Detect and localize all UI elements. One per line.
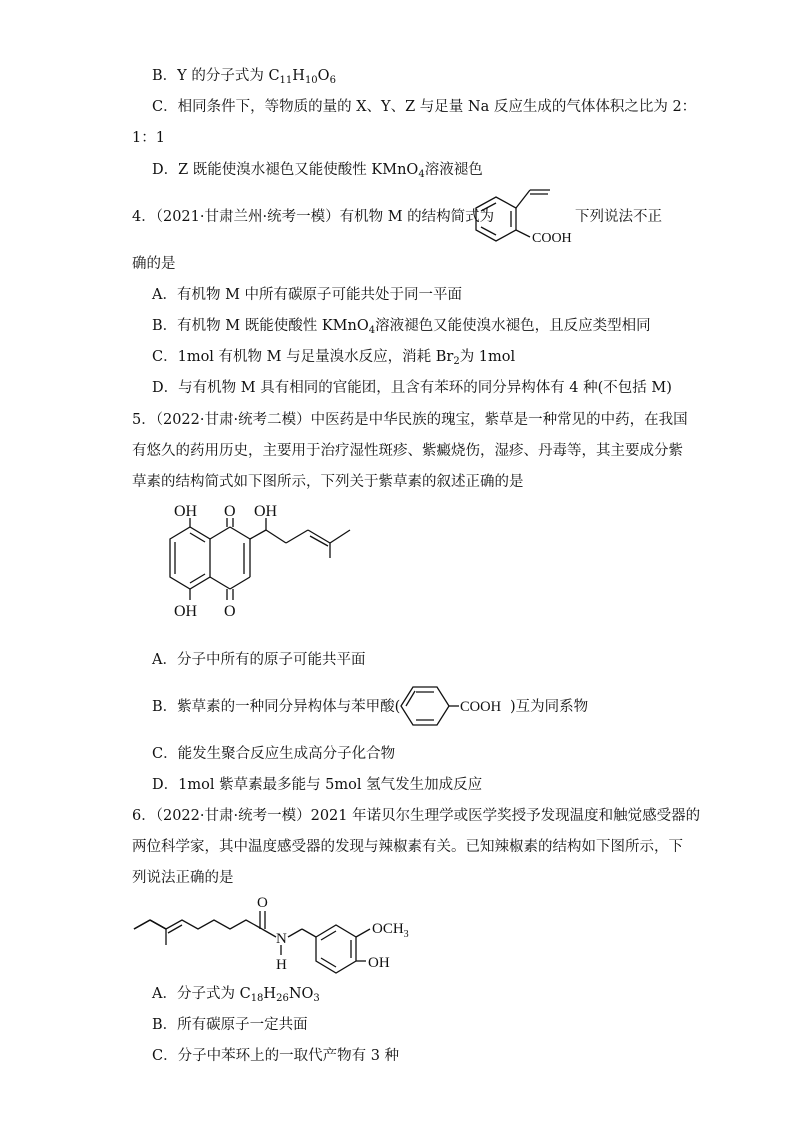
q5-option-d: D．1mol 紫草素最多能与 5mol 氢气发生加成反应 [152, 777, 483, 793]
q5-option-a: A．分子中所有的原子可能共平面 [152, 652, 366, 668]
q6-option-a: A．分子式为 $C_{18}H_{26}NO_3$ [152, 986, 320, 1004]
q6-stem-line2: 两位科学家，其中温度感受器的发现与辣椒素有关。已知辣椒素的结构如下图所示，下 [132, 839, 683, 855]
q5-stem-line3: 草素的结构简式如下图所示，下列关于紫草素的叙述正确的是 [132, 474, 524, 490]
q6-capsaicin-structure [130, 893, 420, 975]
q6-stem-line3: 列说法正确的是 [132, 870, 234, 886]
q3-option-b: B．Y 的分子式为 $C_{11}H_{10}O_6$ [152, 68, 336, 86]
q6-stem-line1: 6．（2022·甘肃·统考一模）2021 年诺贝尔生理学或医学奖授予发现温度和触觉感受器的 [132, 808, 701, 824]
q6-label-h: H [276, 957, 287, 973]
q6-label-o: O [257, 895, 268, 911]
q3-option-d: D．Z 既能使溴水褪色又能使酸性 KMnO$_4$溶液褪色 [152, 162, 483, 180]
q5-label-oh-bottom: OH [174, 603, 198, 620]
q4-option-b: B．有机物 M 既能使酸性 KMnO$_4$溶液褪色又能使溴水褪色，且反应类型相同 [152, 318, 651, 336]
q4-stem-part1: 4．（2021·甘肃兰州·统考一模）有机物 M 的结构简式为 [132, 209, 495, 225]
q5-option-b: B．紫草素的一种同分异构体与苯甲酸( [152, 699, 401, 715]
q3-option-c-line1: C．相同条件下，等物质的量的 X、Y、Z 与足量 Na 反应生成的气体体积之比为 2： [152, 99, 697, 115]
q6-label-och3: $OCH_3$ [372, 921, 409, 940]
q4-stem-line2: 确的是 [132, 256, 176, 272]
q6-option-b: B．所有碳原子一定共面 [152, 1017, 308, 1033]
q5-shikonin-structure [140, 500, 390, 640]
q5-label-oh-top: OH [174, 503, 198, 520]
q4-option-c: C．1mol 有机物 M 与足量溴水反应，消耗 $Br_2$为 1mol [152, 349, 516, 367]
q4-molecule-structure [464, 182, 580, 248]
q6-label-n: N [276, 931, 287, 947]
q5-stem-line2: 有悠久的药用历史，主要用于治疗湿性斑疹、紫癜烧伤，湿疹、丹毒等，其主要成分紫 [132, 443, 683, 459]
q6-label-oh: OH [368, 955, 390, 971]
q5-label-o-bottom: O [224, 603, 236, 620]
q4-stem-part2: 下列说法不正 [575, 209, 662, 225]
q5-benzoic-cooh-label: COOH [460, 699, 502, 715]
q6-option-c: C．分子中苯环上的一取代产物有 3 种 [152, 1048, 400, 1064]
q5-stem-line1: 5．（2022·甘肃·统考二模）中医药是中华民族的瑰宝，紫草是一种常见的中药，在我国 [132, 412, 688, 428]
q3-option-c-line2: 1：1 [132, 130, 165, 146]
q5-label-oh-side: OH [254, 503, 278, 520]
q5-option-c: C．能发生聚合反应生成高分子化合物 [152, 746, 396, 762]
q5-benzoic-acid-structure [393, 682, 502, 732]
q5-option-b-tail: )互为同系物 [510, 699, 589, 715]
q4-cooh-label: COOH [532, 231, 572, 246]
q4-option-d: D．与有机物 M 具有相同的官能团，且含有苯环的同分异构体有 4 种(不包括 M) [152, 380, 672, 396]
q4-option-a: A．有机物 M 中所有碳原子可能共处于同一平面 [152, 287, 463, 303]
q5-label-o-top: O [224, 503, 236, 520]
